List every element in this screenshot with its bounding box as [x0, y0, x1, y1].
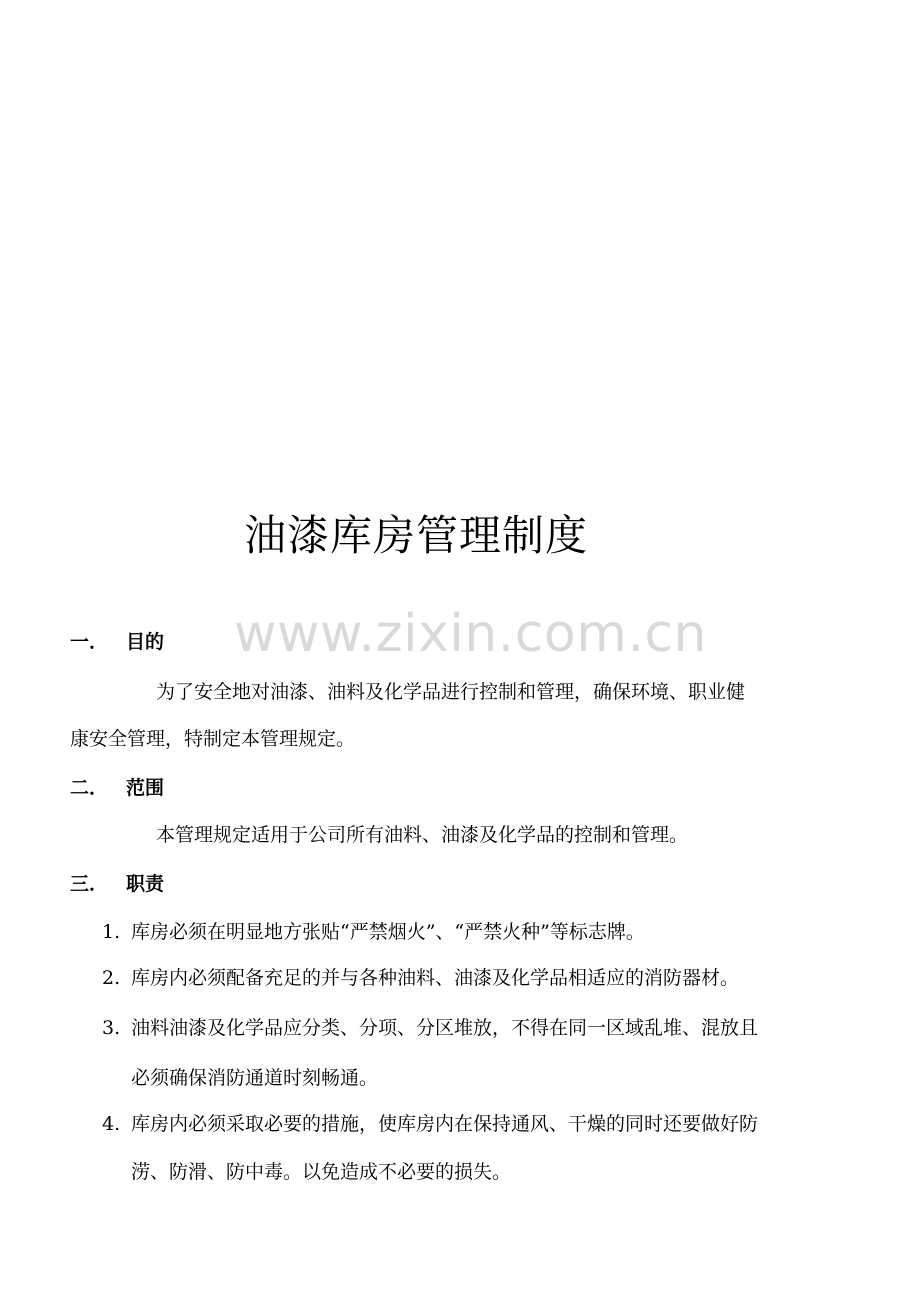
section-title: 范围: [126, 777, 165, 799]
paragraph-line: 本管理规定适用于公司所有油料、油漆及化学品的控制和管理。: [156, 824, 689, 846]
list-item-number: 3.: [102, 1017, 121, 1039]
section-number: 三．: [70, 873, 109, 895]
paragraph-line: 为了安全地对油漆、油料及化学品进行控制和管理，确保环境、职业健: [156, 681, 746, 703]
list-item-text: 涝、防滑、防中毒。以免造成不必要的损失。: [131, 1161, 512, 1183]
paragraph-line: 康安全管理，特制定本管理规定。: [70, 728, 356, 750]
list-item-text: 油料油漆及化学品应分类、分项、分区堆放，不得在同一区域乱堆、混放且: [131, 1017, 759, 1039]
list-item-number: 2.: [102, 967, 121, 989]
list-item-text: 库房内必须配备充足的并与各种油料、油漆及化学品相适应的消防器材。: [131, 967, 740, 989]
section-heading-responsibilities: [70, 869, 164, 899]
watermark: www.zixin.com.cn: [234, 604, 707, 664]
list-item-text: 库房内必须采取必要的措施，使库房内在保持通风、干燥的同时还要做好防: [131, 1113, 759, 1135]
section-number: 一．: [70, 631, 109, 653]
section-title: 目的: [126, 631, 165, 653]
section-title: 职责: [126, 873, 165, 895]
list-item-number: 1.: [102, 921, 121, 943]
document-title: 油漆库房管理制度: [244, 511, 589, 560]
section-heading-scope: [70, 773, 164, 803]
list-item-number: 4.: [102, 1113, 121, 1135]
list-item-text: 库房必须在明显地方张贴“严禁烟火”、“严禁火种”等标志牌。: [131, 921, 645, 943]
section-number: 二．: [70, 777, 109, 799]
section-heading-purpose: [70, 627, 164, 657]
list-item-text: 必须确保消防通道时刻畅通。: [131, 1067, 379, 1089]
